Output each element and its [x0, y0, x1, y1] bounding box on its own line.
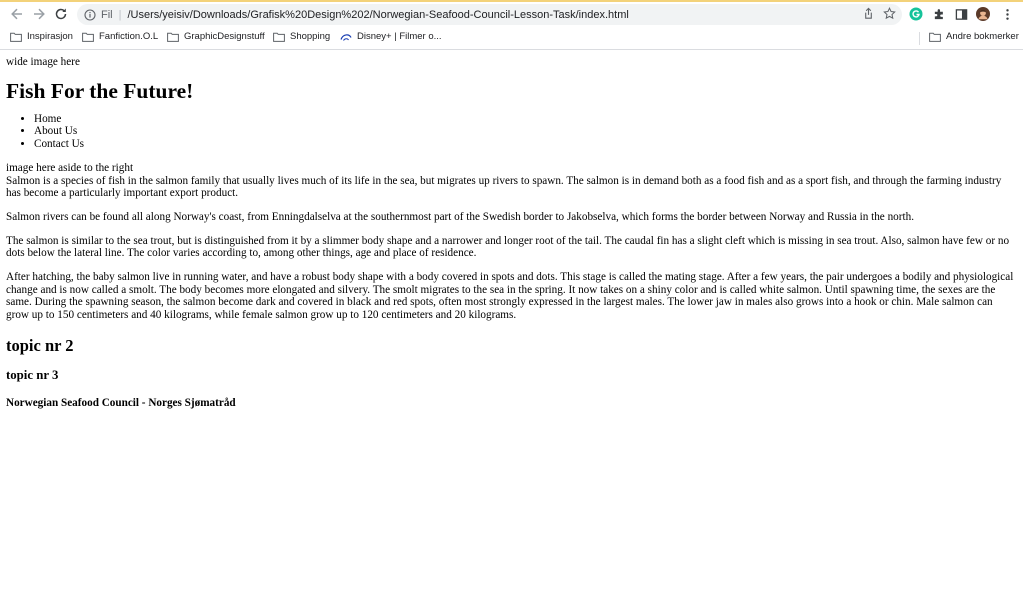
- arrow-right-icon: [32, 7, 46, 21]
- wide-image-placeholder: wide image here: [6, 56, 80, 68]
- bookmark-label: Shopping: [290, 31, 331, 42]
- disney-icon: [340, 32, 352, 42]
- bookmark-other-folder[interactable]: [929, 31, 1019, 42]
- browser-chrome: [0, 0, 1023, 50]
- menu-dots-icon[interactable]: [1000, 7, 1014, 21]
- arrow-left-icon: [10, 7, 24, 21]
- extensions-puzzle-icon[interactable]: [932, 7, 946, 21]
- url-separator: |: [118, 8, 122, 21]
- page-content: [6, 50, 1017, 410]
- address-bar[interactable]: [77, 4, 902, 25]
- nav-item-about[interactable]: • About Us: [34, 125, 1017, 138]
- reload-icon: [54, 7, 68, 21]
- bookmark-disney[interactable]: [340, 31, 442, 42]
- paragraph: Salmon rivers can be found all along Norway's coast, from Enningdalselva at the southernmost part of the Swedish border to Jakobselva, which forms the border between Norway and Russia in the north.: [6, 210, 914, 223]
- share-icon[interactable]: [862, 7, 875, 20]
- paragraph: The salmon is similar to the sea trout, but is distinguished from it by a slimmer body shape and a narrower and longer root of the tail. The caudal fin has a slight cleft which is missing in sea trout. Also, salmon have few or no dots below the lateral line. The color varies according to, among other things, age and place of residence.: [6, 234, 1010, 260]
- forward-button[interactable]: [30, 5, 48, 23]
- folder-icon: [10, 32, 22, 42]
- bookmark-label: Andre bokmerker: [946, 31, 1019, 42]
- star-icon[interactable]: [883, 7, 896, 20]
- folder-icon: [273, 32, 285, 42]
- url-text[interactable]: /Users/yeisiv/Downloads/Grafisk%20Design%202/Norwegian-Seafood-Council-Lesson-Task/index.html: [127, 8, 629, 21]
- aside-image-placeholder: image here aside to the right: [6, 161, 134, 174]
- bookmarks-bar: [0, 28, 1023, 48]
- topic-2-heading: topic nr 2: [6, 335, 74, 355]
- nav-item-contact[interactable]: • Contact Us: [34, 138, 1017, 151]
- bookmarks-divider: [919, 32, 920, 45]
- url-scheme-label: Fil: [101, 8, 113, 21]
- bookmark-label: Disney+ | Filmer o...: [357, 31, 442, 42]
- bookmark-fanfiction[interactable]: [82, 31, 158, 42]
- back-button[interactable]: [8, 5, 26, 23]
- nav-item-home[interactable]: • Home: [34, 113, 1017, 126]
- browser-toolbar: [0, 2, 1023, 27]
- paragraph: Salmon is a species of fish in the salmon family that usually lives much of its life in the sea, but migrates up rivers to spawn. The salmon is in demand both as a food fish and as a sport fish, and through the farming industry has become a particularly important export product.: [6, 174, 1002, 200]
- paragraph: After hatching, the baby salmon live in running water, and have a robust body shape with a body covered in spots and dots. This stage is called the mating stage. After a few years, the pair undergoes a bodily and physiological change and is now called a smolt. The body becomes more elongated and silvery. The smolt migrates to the sea in the spring. It now takes on a shiny color and is called white salmon. Until spawning time, the sexes are the same. During the spawning season, the salmon become dark and covered in black and red spots, often most strongly expressed in the largest males. The lower jaw in males also grows into a hook or chin. Male salmon can grow up to 150 centimeters and 40 kilograms, while female salmon grow up to 120 centimeters and 20 kilograms.: [6, 271, 1014, 322]
- grammarly-icon[interactable]: [909, 7, 923, 21]
- page-title: Fish For the Future!: [6, 78, 194, 103]
- bookmark-shopping[interactable]: [273, 31, 330, 42]
- side-panel-icon[interactable]: [954, 7, 968, 21]
- folder-icon: [167, 32, 179, 42]
- profile-avatar[interactable]: [976, 7, 990, 21]
- folder-icon: [929, 32, 941, 42]
- bookmark-label: GraphicDesignstuff: [184, 31, 265, 42]
- bookmark-label: Inspirasjon: [27, 31, 73, 42]
- info-icon: [84, 9, 96, 21]
- footer-text: Norwegian Seafood Council - Norges Sjømatråd: [6, 396, 236, 409]
- bookmark-inspirasjon[interactable]: [10, 31, 73, 42]
- bookmark-label: Fanfiction.O.L: [99, 31, 159, 42]
- topic-3-heading: topic nr 3: [6, 367, 59, 382]
- reload-button[interactable]: [52, 5, 70, 23]
- folder-icon: [82, 32, 94, 42]
- nav-list: [6, 113, 1017, 151]
- bookmark-graphicdesignstuff[interactable]: [167, 31, 265, 42]
